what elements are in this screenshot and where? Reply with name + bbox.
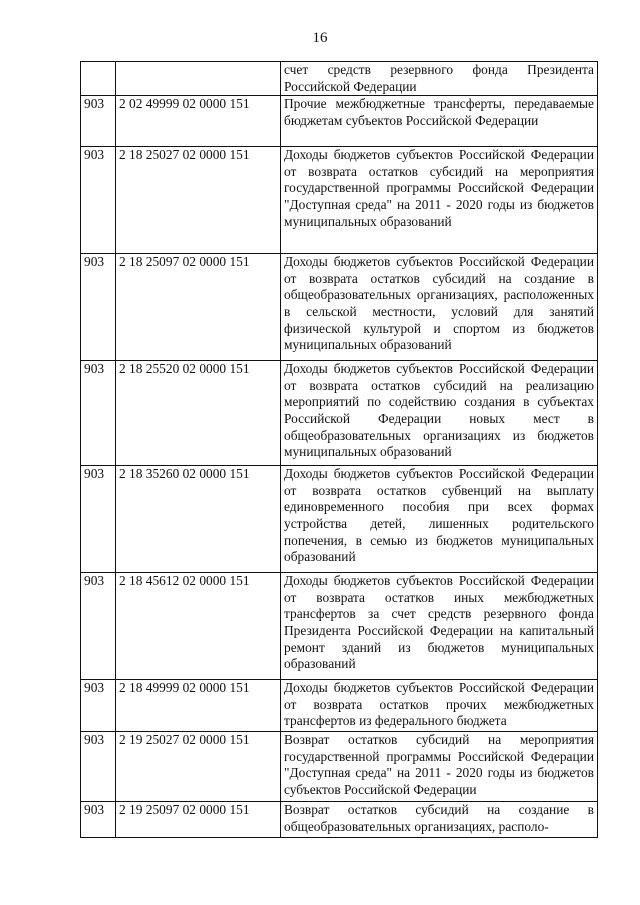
budget-code-cell: 2 18 45612 02 0000 151 (116, 573, 281, 680)
table-row (81, 361, 598, 466)
table-row (81, 96, 598, 147)
budget-code-cell: 2 02 49999 02 0000 151 (116, 96, 281, 147)
revenue-name-cell: Возврат остатков субсидий на мероприятия государственной программы Российской Федерации "Доступная среда" на 2011 - 2020 годы из бюджетов субъектов Российской Федерации (281, 732, 598, 802)
revenue-name-cell: Возврат остатков субсидий на создание в общеобразовательных организациях, располо- (281, 802, 598, 838)
admin-code-cell: 903 (81, 802, 116, 838)
budget-code-cell: 2 18 25520 02 0000 151 (116, 361, 281, 466)
admin-code-cell: 903 (81, 147, 116, 254)
page-number: 16 (312, 30, 328, 46)
table-row (81, 802, 598, 838)
revenue-name-cell: Доходы бюджетов субъектов Российской Федерации от возврата остатков прочих межбюджетных трансфертов из федерального бюджета (281, 680, 598, 732)
budget-code-cell: 2 18 25097 02 0000 151 (116, 254, 281, 361)
budget-code-cell (116, 62, 281, 96)
revenue-name-cell: Доходы бюджетов субъектов Российской Федерации от возврата остатков субсидий на реализацию мероприятий по содействию создания в субъектах Российской Федерации новых мест в общеобразовательных организациях из бюджетов муниципальных образований (281, 361, 598, 466)
budget-code-cell: 2 19 25027 02 0000 151 (116, 732, 281, 802)
admin-code-cell: 903 (81, 254, 116, 361)
table-row (81, 680, 598, 732)
revenue-name-cell: Доходы бюджетов субъектов Российской Федерации от возврата остатков субвенций на выплату единовременного пособия при всех формах устройства детей, лишенных родительского попечения, в семью из бюджетов муниципальных образований (281, 466, 598, 573)
admin-code-cell: 903 (81, 361, 116, 466)
budget-code-cell: 2 18 49999 02 0000 151 (116, 680, 281, 732)
table-row (81, 573, 598, 680)
budget-code-cell: 2 19 25097 02 0000 151 (116, 802, 281, 838)
budget-classification-table (80, 61, 598, 838)
budget-code-cell: 2 18 25027 02 0000 151 (116, 147, 281, 254)
admin-code-cell: 903 (81, 732, 116, 802)
revenue-name-cell: счет средств резервного фонда Президента Российской Федерации (281, 62, 598, 96)
table-row (81, 62, 598, 96)
admin-code-cell: 903 (81, 680, 116, 732)
table-row (81, 732, 598, 802)
budget-code-cell: 2 18 35260 02 0000 151 (116, 466, 281, 573)
admin-code-cell: 903 (81, 573, 116, 680)
table-row (81, 466, 598, 573)
revenue-name-cell: Доходы бюджетов субъектов Российской Федерации от возврата остатков иных межбюджетных трансфертов за счет средств резервного фонда Президента Российской Федерации на капитальный ремонт зданий из бюджетов муниципальных образований (281, 573, 598, 680)
table-body (81, 62, 598, 838)
revenue-name-cell: Доходы бюджетов субъектов Российской Федерации от возврата остатков субсидий на мероприятия государственной программы Российской Федерации "Доступная среда" на 2011 - 2020 годы из бюджетов муниципальных образований (281, 147, 598, 254)
table-row (81, 147, 598, 254)
admin-code-cell: 903 (81, 466, 116, 573)
admin-code-cell: 903 (81, 96, 116, 147)
revenue-name-cell: Прочие межбюджетные трансферты, передаваемые бюджетам субъектов Российской Федерации (281, 96, 598, 147)
revenue-name-cell: Доходы бюджетов субъектов Российской Федерации от возврата остатков субсидий на создание в общеобразовательных организациях, расположенных в сельской местности, условий для занятий физической культурой и спортом из бюджетов муниципальных образований (281, 254, 598, 361)
table-row (81, 254, 598, 361)
admin-code-cell (81, 62, 116, 96)
